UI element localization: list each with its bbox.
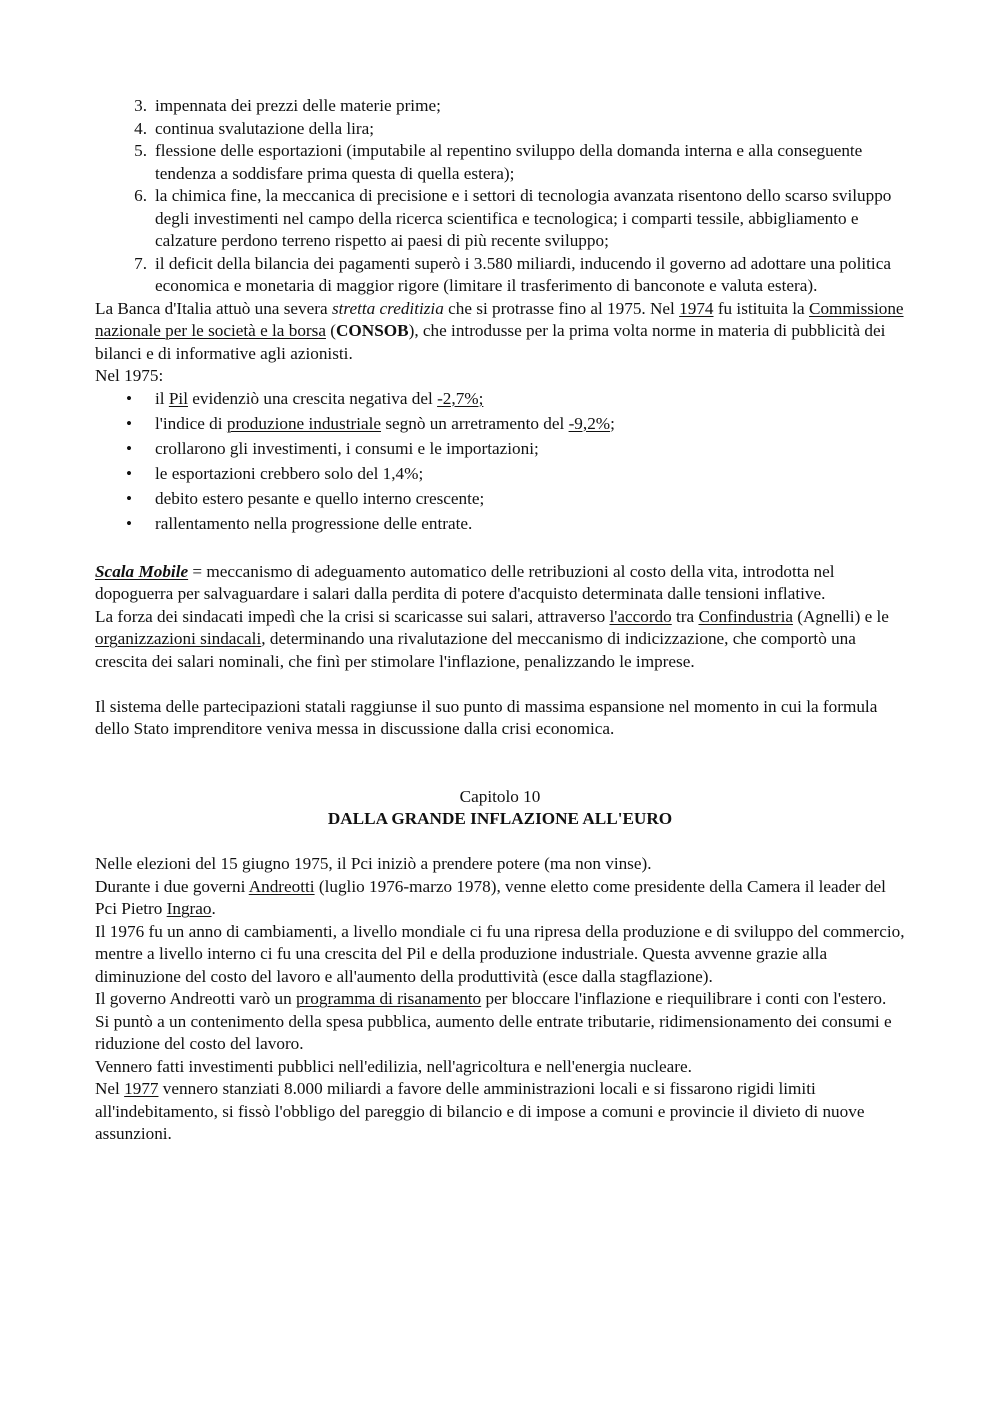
defined-term: Scala Mobile — [95, 561, 189, 581]
chapter-label: Capitolo 10 — [459, 786, 541, 806]
list-text: crollarono gli investimenti, i consumi e le importazioni; — [155, 438, 539, 458]
text-run: tra — [671, 606, 699, 626]
text-run: Durante i due governi — [95, 876, 249, 896]
link-confindustria[interactable]: Confindustria — [698, 606, 793, 626]
text-run: ), che introdusse per la prima volta norme in materia di pubblicità dei bilanci e di informative agli azionisti. — [95, 321, 886, 363]
text-run: (Agnelli) e le — [793, 606, 889, 626]
bullet-list — [95, 388, 905, 536]
list-item — [95, 388, 905, 411]
bold-text: CONSOB — [336, 321, 409, 340]
link-andreotti[interactable]: Andreotti — [248, 876, 315, 896]
text-run: che si protrasse fino al 1975. Nel — [443, 298, 680, 318]
bullet-icon: • — [126, 513, 133, 533]
link-value[interactable]: -9,2% — [568, 413, 611, 433]
paragraph-sistema: Il sistema delle partecipazioni statali raggiunse il suo punto di massima espansione nel momento in cui la formula dello Stato imprenditore veniva messa in discussione dalla crisi economica. — [95, 696, 878, 739]
paragraph-1976: Il 1976 fu un anno di cambiamenti, a livello mondiale ci fu una ripresa della produzione e di sviluppo del commercio, mentre a livello interno ci fu una crescita del Pil e della produzione industriale. Questa avvenne grazie alla diminuzione del costo del lavoro e all'aumento della produttività (esce dalla stagflazione). — [95, 921, 905, 986]
paragraph-elezioni: Nelle elezioni del 15 giugno 1975, il Pci iniziò a prendere potere (ma non vinse). — [95, 854, 652, 874]
link-consob[interactable]: Commissione nazionale per le società e la borsa — [95, 298, 904, 340]
spacer — [95, 741, 905, 786]
text-run: La Banca d'Italia attuò una severa — [95, 298, 332, 318]
list-text: rallentamento nella progressione delle entrate. — [155, 513, 473, 533]
bullet-icon: • — [126, 413, 133, 433]
link-1977[interactable]: 1977 — [124, 1079, 159, 1099]
paragraph-forza-sindacati — [95, 606, 905, 674]
text-run: l'indice di — [155, 413, 227, 433]
paragraph-scala-mobile — [95, 561, 905, 606]
link-programma-risanamento[interactable]: programma di risanamento — [295, 989, 482, 1009]
link-pil[interactable]: Pil — [168, 388, 188, 408]
paragraph-1977 — [95, 1078, 905, 1146]
text-run: La forza dei sindacati impedì che la crisi si scaricasse sui salari, attraverso — [95, 606, 610, 626]
list-item — [95, 488, 905, 511]
link-produzione-industriale[interactable]: produzione industriale — [226, 413, 382, 433]
paragraph-investimenti: Vennero fatti investimenti pubblici nell'edilizia, nell'agricoltura e nell'energia nucleare. — [95, 1056, 692, 1076]
bullet-icon: • — [126, 438, 133, 458]
list-item — [95, 140, 905, 185]
paragraph-risanamento — [95, 988, 905, 1011]
italic-text: stretta creditizia — [331, 298, 444, 318]
text-run: segnò un arretramento del — [381, 413, 569, 433]
text-run: evidenziò una crescita negativa del — [187, 388, 438, 408]
list-item — [95, 253, 905, 298]
list-item — [95, 118, 905, 141]
link-value[interactable]: -2,7%; — [437, 388, 484, 408]
list-number: 7. — [134, 253, 147, 273]
spacer — [95, 538, 905, 561]
link-1974[interactable]: 1974 — [679, 298, 714, 318]
text-run: fu istituita la — [713, 298, 809, 318]
link-organizzazioni-sindacali[interactable]: organizzazioni sindacali — [95, 629, 262, 649]
bullet-icon: • — [126, 488, 133, 508]
spacer — [95, 831, 905, 854]
list-number: 3. — [134, 96, 147, 115]
list-item — [95, 185, 905, 253]
text-run: ; — [610, 413, 615, 433]
list-text: continua svalutazione della lira; — [155, 118, 375, 138]
list-text: impennata dei prezzi delle materie prime; — [155, 96, 441, 115]
spacer — [95, 673, 905, 696]
list-text: il deficit della bilancia dei pagamenti superò i 3.580 miliardi, inducendo il governo ad adottare una politica economica e monetaria di maggior rigore (limitare il trasferimento di banconote e valuta estera). — [155, 253, 891, 295]
bullet-icon: • — [126, 463, 133, 483]
list-text: debito estero pesante e quello interno crescente; — [155, 488, 485, 508]
link-accordo[interactable]: l'accordo — [609, 606, 672, 626]
document-page — [95, 95, 905, 1146]
list-number: 5. — [134, 141, 147, 160]
definition-text: = meccanismo di adeguamento automatico delle retribuzioni al costo della vita, introdotta nel dopoguerra per salvaguardare i salari dalla perdita di potere d'acquisto determinata dalle tensioni inflative. — [95, 561, 835, 604]
list-item — [95, 438, 905, 461]
list-item — [95, 463, 905, 486]
text-run: Il governo Andreotti varò un — [95, 989, 296, 1009]
text-run: Nel — [95, 1079, 125, 1099]
list-number: 6. — [134, 186, 147, 205]
paragraph-governi — [95, 876, 905, 921]
paragraph-spesa: Si puntò a un contenimento della spesa pubblica, aumento delle entrate tributarie, ridimensionamento dei consumi e riduzione del costo del lavoro. — [95, 1011, 892, 1054]
text-run: per bloccare l'inflazione e riequilibrare i conti con l'estero. — [481, 989, 887, 1009]
numbered-list — [95, 95, 905, 298]
text-run: , determinando una rivalutazione del meccanismo di indicizzazione, che comportò una crescita dei salari nominali, che finì per stimolare l'inflazione, penalizzando le imprese. — [95, 629, 856, 671]
text-run: il — [155, 388, 169, 408]
text-run: vennero stanziati 8.000 miliardi a favore delle amministrazioni locali e si fissarono rigidi limiti all'indebitamento, si fissò l'obbligo del pareggio di bilancio e di impose a comuni e provincie il divieto di nuove assunzioni. — [95, 1079, 865, 1144]
paragraph-banca — [95, 298, 905, 366]
list-item — [95, 513, 905, 536]
list-text: la chimica fine, la meccanica di precisione e i settori di tecnologia avanzata risentono dello scarso sviluppo degli investimenti nel campo della ricerca scientifica e tecnologica; i comparti tessile, abbigliamento e calzature perdono terreno rispetto ai paesi di più recente sviluppo; — [155, 186, 892, 250]
list-text: flessione delle esportazioni (imputabile al repentino sviluppo della domanda interna e alla conseguente tendenza a soddisfare prima questa di quella estera); — [155, 141, 863, 183]
link-ingrao[interactable]: Ingrao — [166, 899, 212, 919]
text-run: (luglio 1976-marzo 1978), venne eletto come presidente della Camera il leader del Pci Pietro — [95, 876, 886, 919]
text-run: ( — [325, 321, 336, 340]
text-run: . — [211, 899, 216, 919]
list-text: le esportazioni crebbero solo del 1,4%; — [155, 463, 424, 483]
bullet-icon: • — [126, 388, 133, 408]
list-number: 4. — [134, 118, 147, 138]
list-item — [95, 413, 905, 436]
paragraph-nel-1975: Nel 1975: — [95, 366, 164, 385]
list-item — [95, 95, 905, 118]
chapter-title: DALLA GRANDE INFLAZIONE ALL'EURO — [327, 809, 673, 829]
